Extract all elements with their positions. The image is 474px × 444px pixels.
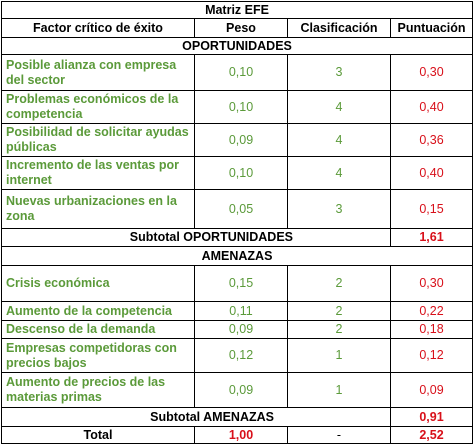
puntuacion-cell: 0,12: [391, 339, 473, 373]
puntuacion-cell: 0,30: [391, 55, 473, 91]
puntuacion-cell: 0,09: [391, 373, 473, 408]
subtotal-amenazas-row: [2, 408, 473, 427]
factor-cell: Aumento de precios de las materias primas: [2, 373, 195, 408]
peso-cell: 0,12: [195, 339, 288, 373]
peso-cell: 0,09: [195, 373, 288, 408]
clasificacion-cell: 1: [288, 339, 391, 373]
table-row: [2, 157, 473, 190]
efe-matrix-table: [1, 1, 473, 444]
factor-cell: Problemas económicos de la competencia: [2, 91, 195, 124]
table-row: [2, 302, 473, 321]
total-clasificacion: -: [288, 427, 391, 444]
matrix-title: Matriz EFE: [2, 2, 473, 19]
peso-cell: 0,09: [195, 124, 288, 157]
section-amenazas: [2, 247, 473, 266]
subtotal-oportunidades-value: 1,61: [391, 229, 473, 247]
puntuacion-cell: 0,18: [391, 321, 473, 339]
table-row: [2, 266, 473, 302]
table-row: [2, 124, 473, 157]
factor-cell: Incremento de las ventas por internet: [2, 157, 195, 190]
section-oportunidades: [2, 38, 473, 55]
clasificacion-cell: 2: [288, 266, 391, 302]
header-row: [2, 19, 473, 38]
clasificacion-cell: 3: [288, 55, 391, 91]
subtotal-amenazas-value: 0,91: [391, 408, 473, 427]
factor-cell: Empresas competidoras con precios bajos: [2, 339, 195, 373]
table-row: [2, 321, 473, 339]
total-label: Total: [2, 427, 195, 444]
subtotal-oportunidades-row: [2, 229, 473, 247]
clasificacion-cell: 4: [288, 91, 391, 124]
peso-cell: 0,11: [195, 302, 288, 321]
factor-cell: Posible alianza con empresa del sector: [2, 55, 195, 91]
factor-cell: Posibilidad de solicitar ayudas públicas: [2, 124, 195, 157]
total-puntuacion: 2,52: [391, 427, 473, 444]
table-row: [2, 373, 473, 408]
peso-cell: 0,15: [195, 266, 288, 302]
peso-cell: 0,10: [195, 157, 288, 190]
puntuacion-cell: 0,15: [391, 190, 473, 229]
factor-cell: Crisis económica: [2, 266, 195, 302]
peso-cell: 0,09: [195, 321, 288, 339]
header-peso: Peso: [195, 19, 288, 38]
subtotal-amenazas-label: Subtotal AMENAZAS: [2, 408, 391, 427]
peso-cell: 0,10: [195, 55, 288, 91]
total-peso: 1,00: [195, 427, 288, 444]
table-row: [2, 55, 473, 91]
table-row: [2, 190, 473, 229]
section-label-oportunidades: OPORTUNIDADES: [2, 38, 473, 55]
puntuacion-cell: 0,22: [391, 302, 473, 321]
puntuacion-cell: 0,40: [391, 91, 473, 124]
table-row: [2, 91, 473, 124]
factor-cell: Aumento de la competencia: [2, 302, 195, 321]
total-row: [2, 427, 473, 444]
subtotal-oportunidades-label: Subtotal OPORTUNIDADES: [2, 229, 391, 247]
puntuacion-cell: 0,40: [391, 157, 473, 190]
table-row: [2, 339, 473, 373]
puntuacion-cell: 0,30: [391, 266, 473, 302]
puntuacion-cell: 0,36: [391, 124, 473, 157]
header-clasificacion: Clasificación: [288, 19, 391, 38]
title-row: [2, 2, 473, 19]
header-puntuacion: Puntuación: [391, 19, 473, 38]
peso-cell: 0,05: [195, 190, 288, 229]
clasificacion-cell: 4: [288, 124, 391, 157]
clasificacion-cell: 2: [288, 302, 391, 321]
factor-cell: Descenso de la demanda: [2, 321, 195, 339]
factor-cell: Nuevas urbanizaciones en la zona: [2, 190, 195, 229]
peso-cell: 0,10: [195, 91, 288, 124]
clasificacion-cell: 4: [288, 157, 391, 190]
clasificacion-cell: 2: [288, 321, 391, 339]
clasificacion-cell: 3: [288, 190, 391, 229]
section-label-amenazas: AMENAZAS: [2, 247, 473, 266]
header-factor: Factor crítico de éxito: [2, 19, 195, 38]
clasificacion-cell: 1: [288, 373, 391, 408]
